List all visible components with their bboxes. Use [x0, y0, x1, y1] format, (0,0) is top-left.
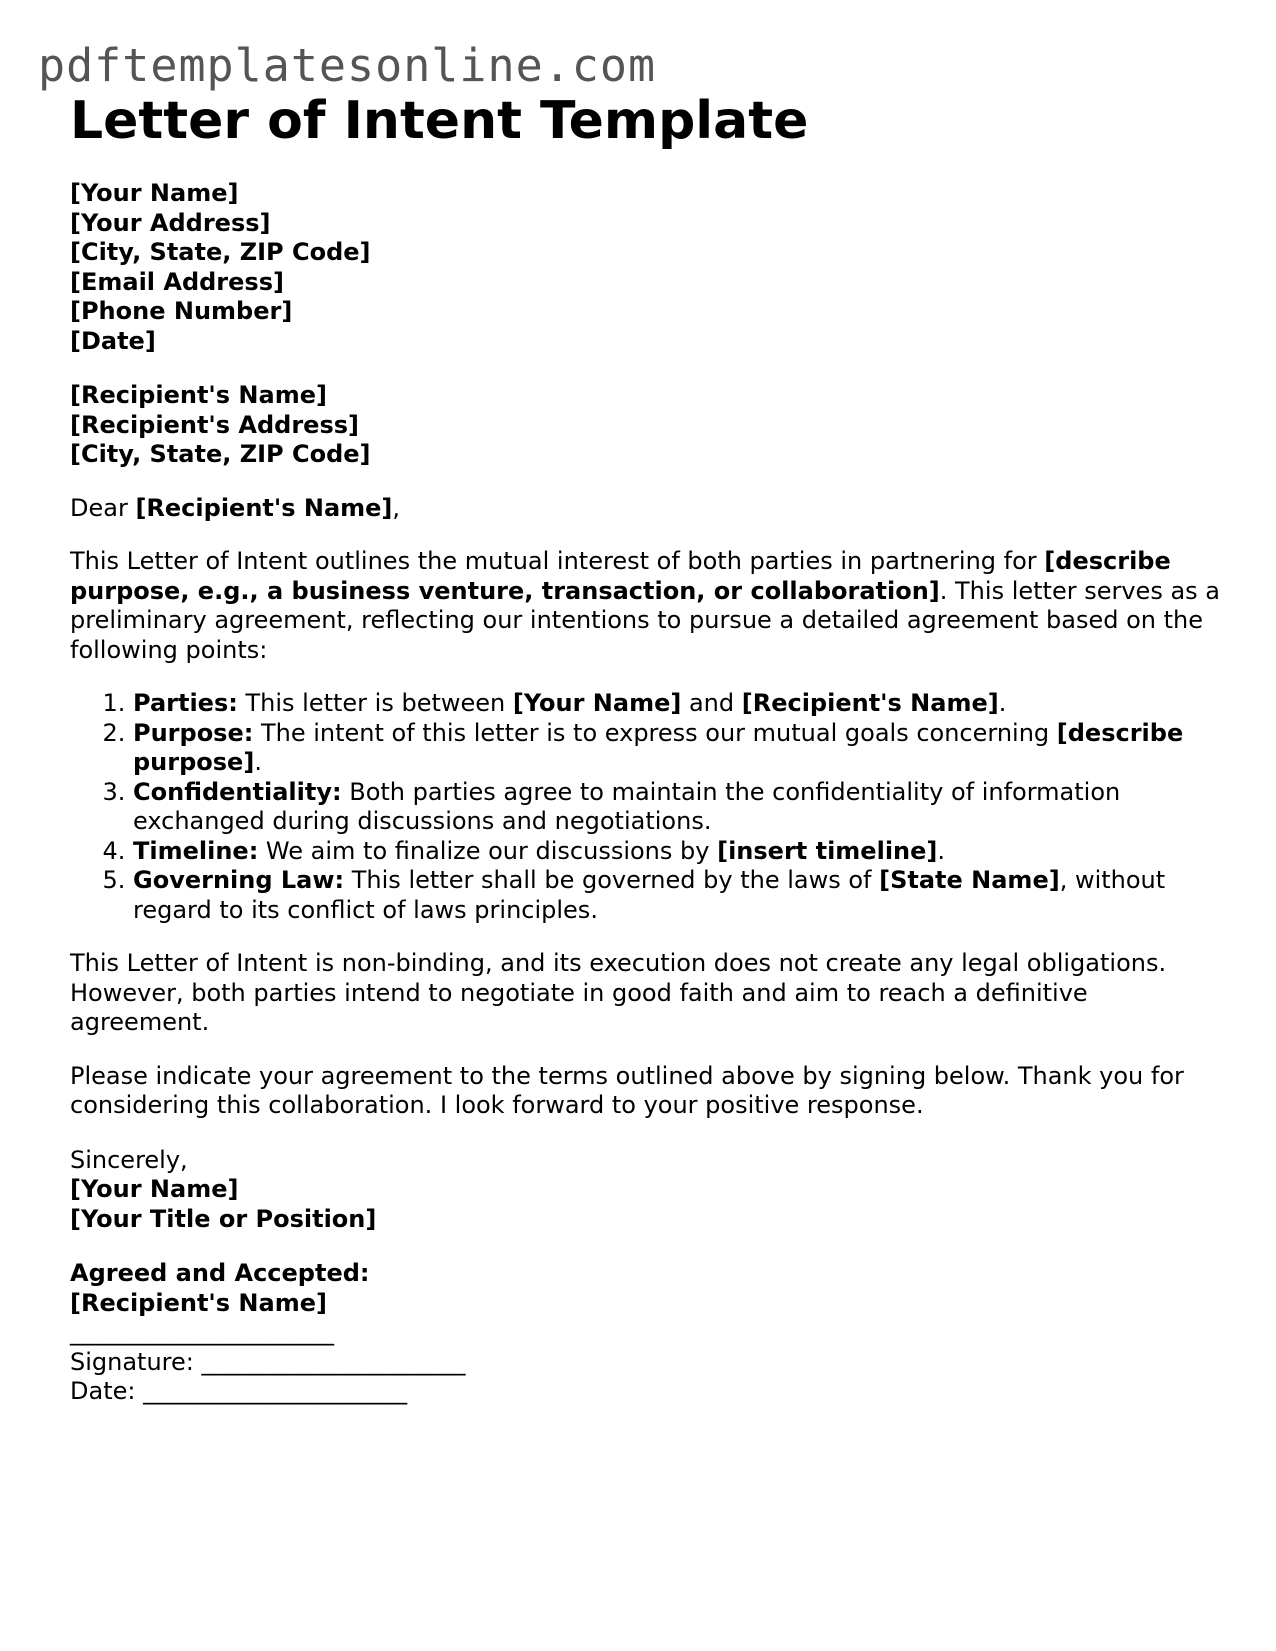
recipient-name: [Recipient's Name]	[70, 381, 327, 409]
recipient-address: [Recipient's Address]	[70, 410, 359, 439]
intro-text-2: . This letter serves as a preliminary agreement, reflecting our intentions to pursue a detailed agreement based on the following points:	[70, 576, 1220, 664]
intro-text-1: This Letter of Intent outlines the mutual interest of both parties in partnering for	[70, 547, 1045, 575]
point-text: and	[681, 689, 742, 717]
closing-word: Sincerely,	[70, 1145, 188, 1174]
point-text: The intent of this letter is to express our mutual goals concerning	[253, 718, 1057, 747]
recipient-address-block	[70, 381, 1220, 470]
salutation-suffix: ,	[392, 493, 401, 522]
list-item	[133, 778, 1220, 837]
point-placeholder: [describe purpose]	[133, 718, 1184, 776]
list-item	[133, 719, 1220, 778]
letter-body	[70, 88, 1220, 1407]
sender-city-state-zip: [City, State, ZIP Code]	[70, 238, 371, 266]
sender-address: [Your Address]	[70, 208, 271, 237]
signature-label: Signature:	[70, 1347, 202, 1376]
letter-date: [Date]	[70, 326, 156, 355]
nonbinding-paragraph: This Letter of Intent is non-binding, and its execution does not create any legal obligations. However, both parties intend to negotiate in good faith and aim to reach a definitive agreement.	[70, 949, 1167, 1036]
page-title: Letter of Intent Template	[70, 91, 809, 151]
sender-email: [Email Address]	[70, 267, 284, 296]
signature-row	[70, 1348, 1220, 1378]
acceptance-recipient-name: [Recipient's Name]	[70, 1288, 327, 1317]
point-label: Timeline:	[133, 836, 259, 865]
sender-name: [Your Name]	[70, 179, 239, 207]
point-text: This letter shall be governed by the laws of	[344, 866, 880, 894]
name-line: ______________________	[70, 1318, 334, 1346]
acceptance-block	[70, 1259, 1220, 1407]
intro-purpose: [describe purpose, e.g., a business venture, transaction, or collaboration]	[70, 547, 1171, 605]
point-placeholder: [State Name]	[879, 866, 1060, 894]
point-text: , without regard to its conflict of laws principles.	[133, 866, 1166, 924]
point-text: .	[937, 836, 946, 865]
point-label: Parties:	[133, 689, 238, 717]
sender-address-block	[70, 179, 1220, 356]
point-text: This letter is between	[237, 689, 513, 717]
sender-phone: [Phone Number]	[70, 297, 293, 325]
list-item	[133, 689, 1220, 719]
acceptance-heading: Agreed and Accepted:	[70, 1259, 370, 1287]
point-text: Both parties agree to maintain the confidentiality of information exchanged during discussions and negotiations.	[133, 777, 1121, 835]
date-label: Date:	[70, 1377, 144, 1405]
signature-line: ______________________	[201, 1347, 466, 1376]
salutation-prefix: Dear	[70, 493, 136, 522]
point-label: Purpose:	[133, 718, 254, 747]
point-placeholder: [insert timeline]	[717, 836, 938, 865]
point-label: Governing Law:	[133, 866, 345, 894]
salutation-name: [Recipient's Name]	[135, 493, 393, 522]
signoff-title: [Your Title or Position]	[70, 1204, 377, 1233]
watermark-text: pdftemplatesonline.com	[38, 39, 657, 92]
point-text: .	[254, 748, 262, 776]
signoff-name: [Your Name]	[70, 1175, 239, 1203]
date-line: ______________________	[143, 1377, 408, 1405]
salutation	[70, 494, 1220, 524]
date-row	[70, 1377, 1220, 1407]
point-text: We aim to finalize our discussions by	[258, 836, 718, 865]
list-item	[133, 866, 1220, 925]
request-paragraph: Please indicate your agreement to the terms outlined above by signing below. Thank you for considering this collaboration. I look forward to your positive response.	[70, 1061, 1184, 1119]
intro-paragraph	[70, 547, 1220, 665]
signoff-block	[70, 1146, 1220, 1235]
recipient-city-state-zip: [City, State, ZIP Code]	[70, 440, 371, 468]
point-placeholder: [Recipient's Name]	[741, 689, 999, 717]
list-item	[133, 837, 1220, 867]
point-text: .	[998, 689, 1007, 717]
point-placeholder: [Your Name]	[512, 689, 682, 717]
point-label: Confidentiality:	[133, 777, 342, 806]
points-list	[70, 689, 1220, 925]
